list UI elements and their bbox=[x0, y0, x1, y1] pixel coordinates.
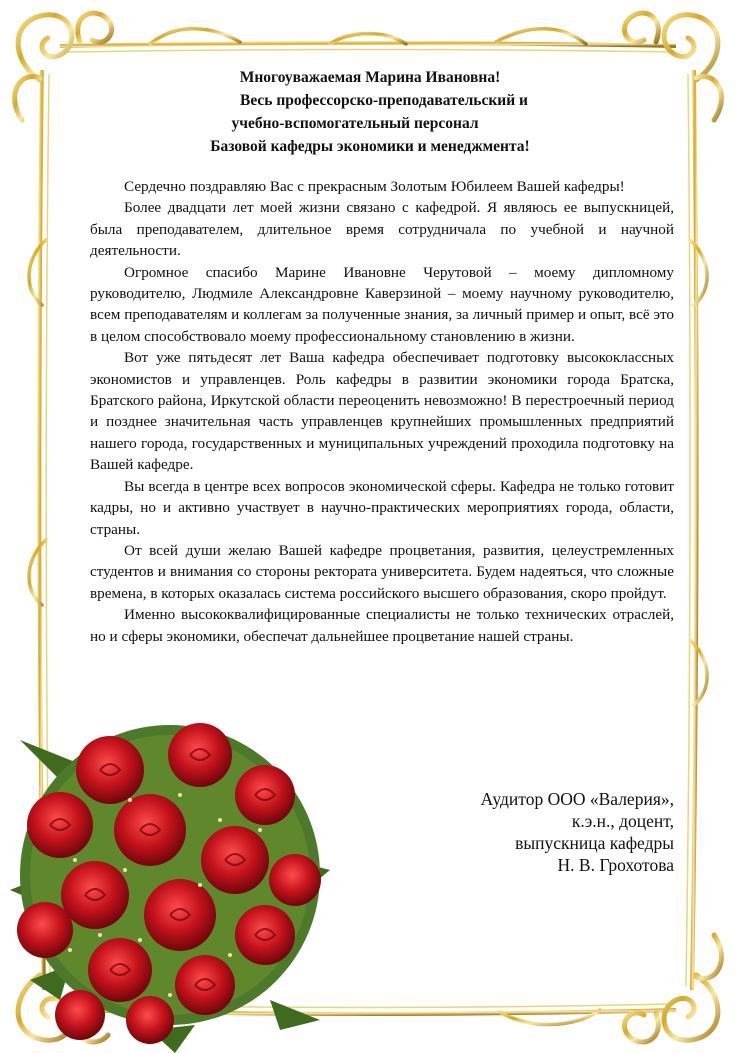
letter-body bbox=[90, 176, 674, 647]
paragraph: Огромное спасибо Марине Ивановне Черутовой – моему дипломному руководителю, Людмиле Александровне Каверзиной – моему научному руководителю, всем преподавателям и коллегам за полученные знания, за личный пример и опыт, всё это в целом способствовало моему профессиональному становлению в жизни. bbox=[90, 263, 674, 345]
signature-degree: к.э.н., доцент, bbox=[571, 811, 674, 831]
heading-line-2: Весь профессорско-преподавательский и bbox=[240, 92, 528, 109]
heading-line-4: Базовой кафедры экономики и менеджмента! bbox=[210, 138, 530, 155]
signature-position: Аудитор ООО «Валерия», bbox=[480, 789, 674, 809]
paragraph: Вот уже пятьдесят лет Ваша кафедра обеспечивает подготовку высококлассных экономистов и управленцев. Роль кафедры в развитии экономики города Братска, Братского района, Иркутской области переоценить невозможно! В перестроечный период и позднее значительная часть управленцев крупнейших промышленных предприятий нашего города, государственных и муниципальных учреждений проходила подготовку на Вашей кафедре. bbox=[90, 349, 674, 474]
signature-name: Н. В. Грохотова bbox=[557, 855, 674, 875]
paragraph: Именно высококвалифицированные специалисты не только технических отраслей, но и сферы экономики, обеспечат дальнейшее процветание нашей страны. bbox=[90, 606, 674, 645]
heading-line-3: учебно-вспомогательный персонал bbox=[231, 115, 479, 132]
paragraph: Более двадцати лет моей жизни связано с кафедрой. Я являюсь ее выпускницей, была преподавателем, длительное время сотрудничала по учебной и научной деятельности. bbox=[90, 199, 674, 260]
heading-line-1: Многоуважаемая Марина Ивановна! bbox=[239, 69, 501, 86]
paragraph: Вы всегда в центре всех вопросов экономической сферы. Кафедра не только готовит кадры, но и активно участвует в научно-практических мероприятиях города, области, страны. bbox=[90, 477, 674, 538]
rose-bouquet-image bbox=[0, 700, 350, 1053]
signature-block bbox=[481, 788, 674, 876]
greeting-heading bbox=[150, 66, 590, 158]
paragraph: Сердечно поздравляю Вас с прекрасным Золотым Юбилеем Вашей кафедры! bbox=[124, 178, 625, 195]
paragraph: От всей души желаю Вашей кафедре процветания, развития, целеустремленных студентов и внимания со стороны ректората университета. Будем надеяться, что сложные времена, в которых оказалась система российского высшего образования, скоро пройдут. bbox=[90, 541, 674, 602]
signature-graduate: выпускница кафедры bbox=[515, 833, 674, 853]
